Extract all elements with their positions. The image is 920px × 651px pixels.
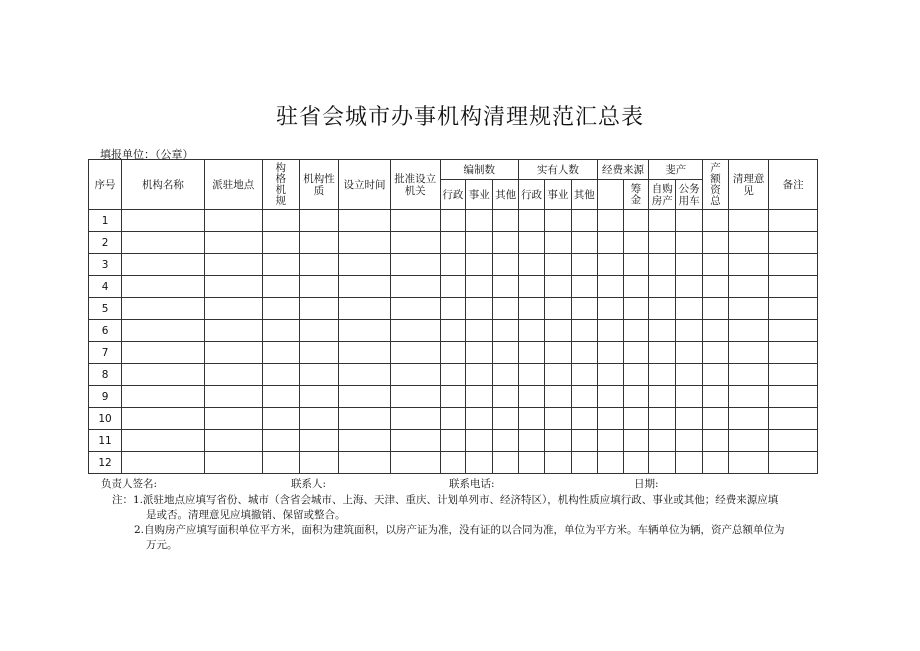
table-cell[interactable] (339, 430, 391, 452)
table-cell[interactable] (519, 254, 545, 276)
table-cell[interactable] (623, 320, 649, 342)
table-cell[interactable] (519, 232, 545, 254)
table-cell[interactable] (262, 364, 299, 386)
table-cell[interactable] (623, 386, 649, 408)
table-cell[interactable] (649, 254, 676, 276)
table-cell[interactable] (299, 232, 338, 254)
table-cell[interactable] (728, 342, 768, 364)
table-cell[interactable] (769, 430, 818, 452)
table-cell[interactable] (299, 430, 338, 452)
table-cell[interactable] (597, 364, 623, 386)
footer-signer: 负责人签名: (101, 478, 158, 490)
header-staff-other: 其他 (493, 180, 519, 210)
table-cell[interactable] (493, 452, 519, 474)
table-cell[interactable] (676, 342, 703, 364)
table-cell[interactable] (299, 298, 338, 320)
table-cell[interactable] (299, 276, 338, 298)
row-number[interactable]: 7 (89, 342, 122, 364)
table-cell[interactable] (466, 254, 493, 276)
row-number[interactable]: 1 (89, 210, 122, 232)
header-staff-career: 事业 (466, 180, 493, 210)
table-cell[interactable] (769, 452, 818, 474)
table-cell[interactable] (703, 210, 729, 232)
header-spec: 构格机规 (262, 160, 299, 210)
table-cell[interactable] (122, 276, 205, 298)
table-cell[interactable] (204, 364, 262, 386)
table-cell[interactable] (493, 364, 519, 386)
header-setup-time: 设立时间 (339, 160, 391, 210)
header-org-name: 机构名称 (122, 160, 205, 210)
table-cell[interactable] (571, 210, 597, 232)
table-cell[interactable] (204, 210, 262, 232)
header-actual: 实有人数 (519, 160, 598, 180)
table-cell[interactable] (703, 364, 729, 386)
footer-date: 日期: (634, 478, 659, 490)
table-cell[interactable] (544, 452, 571, 474)
table-cell[interactable] (571, 276, 597, 298)
table-cell[interactable] (728, 232, 768, 254)
table-cell[interactable] (440, 210, 466, 232)
table-cell[interactable] (122, 320, 205, 342)
table-cell[interactable] (339, 298, 391, 320)
table-cell[interactable] (703, 232, 729, 254)
table-cell[interactable] (122, 298, 205, 320)
table-cell[interactable] (339, 364, 391, 386)
table-cell[interactable] (466, 408, 493, 430)
table-cell[interactable] (466, 298, 493, 320)
table-cell[interactable] (769, 364, 818, 386)
table-cell[interactable] (519, 408, 545, 430)
header-staff-admin: 行政 (440, 180, 466, 210)
header-official-car: 公务用车 (676, 180, 703, 210)
header-remarks: 备注 (769, 160, 818, 210)
table-cell[interactable] (703, 320, 729, 342)
header-funding: 经费来源 (597, 160, 649, 180)
page-title: 驻省会城市办事机构清理规范汇总表 (275, 105, 644, 130)
table-cell[interactable] (262, 320, 299, 342)
table-cell[interactable] (571, 298, 597, 320)
table-cell[interactable] (390, 298, 440, 320)
table-cell[interactable] (390, 254, 440, 276)
fill-unit-label: 填报单位：（公章） (100, 148, 194, 161)
table-cell[interactable] (493, 232, 519, 254)
header-actual-career: 事业 (544, 180, 571, 210)
table-cell[interactable] (571, 320, 597, 342)
table-cell[interactable] (493, 320, 519, 342)
table-cell[interactable] (204, 408, 262, 430)
row-number[interactable]: 6 (89, 320, 122, 342)
table-cell[interactable] (676, 232, 703, 254)
table-cell[interactable] (571, 254, 597, 276)
table-cell[interactable] (493, 254, 519, 276)
table-cell[interactable] (299, 210, 338, 232)
table-cell[interactable] (769, 276, 818, 298)
table-row (89, 386, 818, 408)
table-cell[interactable] (623, 342, 649, 364)
table-cell[interactable] (262, 452, 299, 474)
header-nature: 机构性质 (299, 160, 338, 210)
table-cell[interactable] (299, 364, 338, 386)
table-cell[interactable] (571, 364, 597, 386)
table-cell[interactable] (571, 408, 597, 430)
table-cell[interactable] (769, 210, 818, 232)
table-cell[interactable] (466, 386, 493, 408)
table-cell[interactable] (440, 298, 466, 320)
table-cell[interactable] (466, 320, 493, 342)
table-cell[interactable] (299, 408, 338, 430)
table-cell[interactable] (728, 430, 768, 452)
table-cell[interactable] (597, 232, 623, 254)
row-number[interactable]: 4 (89, 276, 122, 298)
table-cell[interactable] (519, 386, 545, 408)
table-cell[interactable] (122, 386, 205, 408)
table-cell[interactable] (440, 364, 466, 386)
table-cell[interactable] (262, 298, 299, 320)
table-cell[interactable] (390, 386, 440, 408)
table-cell[interactable] (466, 342, 493, 364)
table-cell[interactable] (597, 386, 623, 408)
table-cell[interactable] (728, 298, 768, 320)
table-cell[interactable] (676, 254, 703, 276)
table-cell[interactable] (571, 386, 597, 408)
table-cell[interactable] (122, 254, 205, 276)
table-cell[interactable] (769, 408, 818, 430)
table-cell[interactable] (597, 342, 623, 364)
table-cell[interactable] (544, 210, 571, 232)
row-number[interactable]: 8 (89, 364, 122, 386)
header-funding-blank (597, 180, 623, 210)
table-cell[interactable] (204, 452, 262, 474)
table-cell[interactable] (597, 408, 623, 430)
table-cell[interactable] (339, 452, 391, 474)
table-cell[interactable] (649, 232, 676, 254)
note-1-continued: 是或否。清理意见应填撤销、保留或整合。 (146, 509, 346, 521)
header-actual-admin: 行政 (519, 180, 545, 210)
header-location: 派驻地点 (204, 160, 262, 210)
table-cell[interactable] (623, 210, 649, 232)
note-2-continued: 万元。 (146, 539, 178, 551)
table-cell[interactable] (466, 430, 493, 452)
table-cell[interactable] (597, 210, 623, 232)
table-cell[interactable] (597, 430, 623, 452)
table-cell[interactable] (676, 408, 703, 430)
row-number[interactable]: 10 (89, 408, 122, 430)
table-cell[interactable] (339, 386, 391, 408)
row-number[interactable]: 2 (89, 232, 122, 254)
table-cell[interactable] (299, 452, 338, 474)
header-self-raised: 筹金 (623, 180, 649, 210)
table-cell[interactable] (676, 276, 703, 298)
table-cell[interactable] (493, 342, 519, 364)
table-cell[interactable] (728, 452, 768, 474)
table-cell[interactable] (649, 408, 676, 430)
table-cell[interactable] (440, 254, 466, 276)
table-cell[interactable] (728, 320, 768, 342)
table-cell[interactable] (544, 386, 571, 408)
table-row (89, 298, 818, 320)
table-cell[interactable] (623, 452, 649, 474)
table-cell[interactable] (676, 320, 703, 342)
table-cell[interactable] (440, 452, 466, 474)
table-row (89, 232, 818, 254)
table-cell[interactable] (440, 276, 466, 298)
table-cell[interactable] (623, 276, 649, 298)
table-cell[interactable] (493, 276, 519, 298)
table-cell[interactable] (339, 320, 391, 342)
table-cell[interactable] (623, 254, 649, 276)
table-cell[interactable] (204, 320, 262, 342)
table-row (89, 408, 818, 430)
header-seq: 序号 (89, 160, 122, 210)
table-cell[interactable] (544, 232, 571, 254)
table-cell[interactable] (571, 452, 597, 474)
table-cell[interactable] (519, 210, 545, 232)
table-cell[interactable] (493, 298, 519, 320)
table-cell[interactable] (440, 320, 466, 342)
table-cell[interactable] (204, 342, 262, 364)
header-total-assets: 产额资总 (703, 160, 729, 210)
table-cell[interactable] (728, 408, 768, 430)
table-cell[interactable] (703, 276, 729, 298)
table-row (89, 342, 818, 364)
table-cell[interactable] (703, 298, 729, 320)
table-cell[interactable] (649, 298, 676, 320)
table-cell[interactable] (493, 386, 519, 408)
table-cell[interactable] (623, 298, 649, 320)
table-cell[interactable] (466, 210, 493, 232)
header-staffing: 编制数 (440, 160, 519, 180)
table-cell[interactable] (676, 452, 703, 474)
table-cell[interactable] (676, 210, 703, 232)
table-cell[interactable] (262, 408, 299, 430)
table-cell[interactable] (390, 452, 440, 474)
table-cell[interactable] (519, 342, 545, 364)
table-cell[interactable] (262, 232, 299, 254)
table-row (89, 210, 818, 232)
table-cell[interactable] (390, 430, 440, 452)
table-cell[interactable] (728, 210, 768, 232)
table-cell[interactable] (544, 298, 571, 320)
table-cell[interactable] (544, 408, 571, 430)
table-cell[interactable] (440, 342, 466, 364)
table-cell[interactable] (339, 276, 391, 298)
table-cell[interactable] (262, 210, 299, 232)
table-cell[interactable] (597, 298, 623, 320)
table-cell[interactable] (703, 342, 729, 364)
table-cell[interactable] (466, 276, 493, 298)
table-cell[interactable] (649, 430, 676, 452)
table-cell[interactable] (204, 298, 262, 320)
table-cell[interactable] (544, 430, 571, 452)
table-cell[interactable] (122, 430, 205, 452)
table-cell[interactable] (703, 430, 729, 452)
table-cell[interactable] (339, 232, 391, 254)
table-cell[interactable] (339, 254, 391, 276)
table-cell[interactable] (519, 320, 545, 342)
table-cell[interactable] (390, 320, 440, 342)
table-cell[interactable] (299, 254, 338, 276)
table-cell[interactable] (493, 408, 519, 430)
footer-contact: 联系人: (291, 478, 327, 490)
table-cell[interactable] (623, 364, 649, 386)
table-row (89, 320, 818, 342)
table-cell[interactable] (440, 430, 466, 452)
table-cell[interactable] (623, 408, 649, 430)
table-cell[interactable] (390, 232, 440, 254)
table-cell[interactable] (703, 408, 729, 430)
note-1: 注：1.派驻地点应填写省份、城市（含省会城市、上海、天津、重庆、计划单列市、经济特区），机构性质应填行政、事业或其他；经费来源应填 (112, 494, 779, 506)
table-cell[interactable] (299, 320, 338, 342)
row-number[interactable]: 11 (89, 430, 122, 452)
table-cell[interactable] (597, 452, 623, 474)
table-cell[interactable] (204, 276, 262, 298)
table-cell[interactable] (728, 254, 768, 276)
table-cell[interactable] (649, 276, 676, 298)
table-cell[interactable] (299, 386, 338, 408)
table-row (89, 364, 818, 386)
row-number[interactable]: 3 (89, 254, 122, 276)
table-cell[interactable] (703, 254, 729, 276)
notes (112, 493, 812, 553)
table-row (89, 430, 818, 452)
table-cell[interactable] (122, 452, 205, 474)
table-cell[interactable] (544, 254, 571, 276)
table-cell[interactable] (519, 364, 545, 386)
table-cell[interactable] (623, 430, 649, 452)
table-cell[interactable] (440, 232, 466, 254)
note-2: 2.自购房产应填写面积单位平方米，面积为建筑面积，以房产证为准，没有证的以合同为准，单位为平方米。车辆单位为辆，资产总额单位为 (134, 524, 785, 536)
table-cell[interactable] (262, 254, 299, 276)
table-cell[interactable] (769, 254, 818, 276)
table-cell[interactable] (649, 364, 676, 386)
table-cell[interactable] (339, 408, 391, 430)
table-cell[interactable] (649, 386, 676, 408)
table-cell[interactable] (571, 430, 597, 452)
header-cleanup: 清理意见 (728, 160, 768, 210)
header-own-house: 自购房产 (649, 180, 676, 210)
table-cell[interactable] (649, 210, 676, 232)
table-cell[interactable] (122, 364, 205, 386)
table-cell[interactable] (571, 342, 597, 364)
table-row (89, 452, 818, 474)
table-cell[interactable] (204, 386, 262, 408)
table-cell[interactable] (339, 342, 391, 364)
table-cell[interactable] (493, 210, 519, 232)
table-cell[interactable] (544, 364, 571, 386)
table-cell[interactable] (728, 276, 768, 298)
table-cell[interactable] (597, 276, 623, 298)
table-cell[interactable] (122, 210, 205, 232)
table-cell[interactable] (122, 232, 205, 254)
table-cell[interactable] (769, 232, 818, 254)
table-cell[interactable] (262, 430, 299, 452)
summary-table (88, 159, 818, 474)
table-cell[interactable] (769, 342, 818, 364)
footer-phone: 联系电话: (449, 478, 495, 490)
table-cell[interactable] (519, 276, 545, 298)
table-cell[interactable] (122, 342, 205, 364)
header-actual-other: 其他 (571, 180, 597, 210)
table-cell[interactable] (204, 232, 262, 254)
table-cell[interactable] (728, 386, 768, 408)
table-cell[interactable] (519, 298, 545, 320)
table-cell[interactable] (728, 364, 768, 386)
table-cell[interactable] (440, 386, 466, 408)
table-cell[interactable] (519, 430, 545, 452)
table-cell[interactable] (703, 386, 729, 408)
table-cell[interactable] (466, 232, 493, 254)
table-cell[interactable] (676, 298, 703, 320)
table-cell[interactable] (390, 210, 440, 232)
table-cell[interactable] (623, 232, 649, 254)
table-cell[interactable] (544, 276, 571, 298)
table-body (89, 210, 818, 474)
row-number[interactable]: 9 (89, 386, 122, 408)
table-cell[interactable] (703, 452, 729, 474)
table-cell[interactable] (649, 342, 676, 364)
table-cell[interactable] (544, 320, 571, 342)
table-cell[interactable] (339, 210, 391, 232)
table-cell[interactable] (440, 408, 466, 430)
table-cell[interactable] (676, 364, 703, 386)
table-cell[interactable] (676, 386, 703, 408)
table-cell[interactable] (299, 342, 338, 364)
table-cell[interactable] (390, 276, 440, 298)
table-cell[interactable] (204, 430, 262, 452)
table-cell[interactable] (676, 430, 703, 452)
table-cell[interactable] (519, 452, 545, 474)
table-cell[interactable] (390, 364, 440, 386)
table-cell[interactable] (571, 232, 597, 254)
table-cell[interactable] (390, 342, 440, 364)
header-approver: 批准设立机关 (390, 160, 440, 210)
table-cell[interactable] (204, 254, 262, 276)
table-cell[interactable] (493, 430, 519, 452)
table-cell[interactable] (390, 408, 440, 430)
table-cell[interactable] (649, 320, 676, 342)
table-cell[interactable] (769, 298, 818, 320)
table-cell[interactable] (544, 342, 571, 364)
table-cell[interactable] (649, 452, 676, 474)
table-row (89, 276, 818, 298)
table-cell[interactable] (466, 364, 493, 386)
table-cell[interactable] (466, 452, 493, 474)
table-row (89, 254, 818, 276)
header-assets: 斐产 (649, 160, 703, 180)
row-number[interactable]: 5 (89, 298, 122, 320)
table-cell[interactable] (769, 320, 818, 342)
table-cell[interactable] (262, 276, 299, 298)
table-cell[interactable] (122, 408, 205, 430)
table-cell[interactable] (597, 254, 623, 276)
row-number[interactable]: 12 (89, 452, 122, 474)
table-cell[interactable] (262, 386, 299, 408)
table-cell[interactable] (597, 320, 623, 342)
table-cell[interactable] (262, 342, 299, 364)
table-cell[interactable] (769, 386, 818, 408)
